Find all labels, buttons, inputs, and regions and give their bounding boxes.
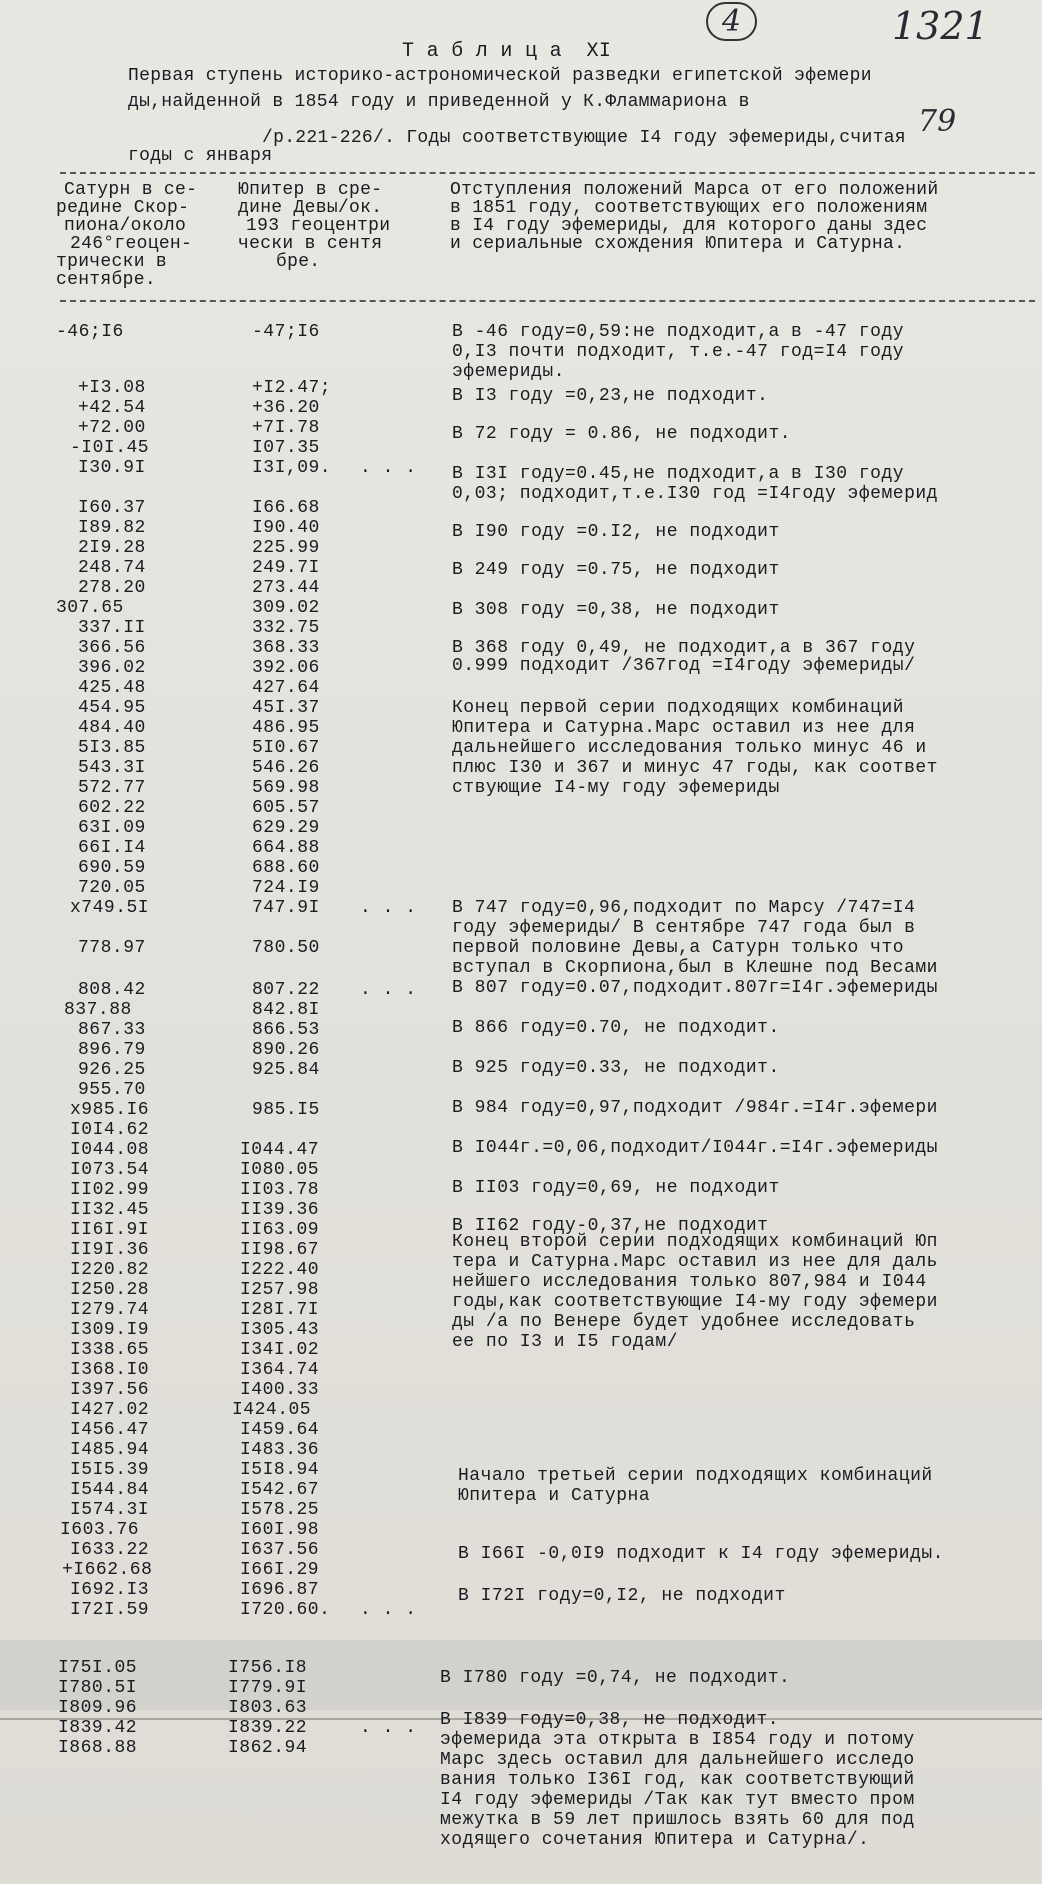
jupiter-value: I756.I8	[228, 1658, 308, 1678]
jupiter-value: 427.64	[252, 678, 320, 698]
jupiter-value: I720.60.	[240, 1600, 331, 1620]
archive-number: 1321	[892, 4, 989, 48]
saturn-value: 955.70	[78, 1080, 146, 1100]
saturn-value: 337.II	[78, 618, 146, 638]
note-72: В 72 году = 0.86, не подходит.	[452, 424, 792, 444]
jupiter-value: 807.22	[252, 980, 320, 1000]
saturn-value: II02.99	[70, 1180, 150, 1200]
saturn-value: I868.88	[58, 1738, 138, 1758]
subtitle-line-2: ды,найденной в 1854 году и приведенной у К.Фламмариона в	[128, 92, 750, 112]
note-1661: В I66I -0,0I9 подходит к I4 году эфемериды.	[458, 1544, 944, 1564]
jupiter-value: 842.8I	[252, 1000, 320, 1020]
saturn-value: I044.08	[70, 1140, 150, 1160]
saturn-value: I89.82	[78, 518, 146, 538]
leader-dots: . . .	[360, 1718, 417, 1738]
saturn-value: +I3.08	[78, 378, 146, 398]
saturn-value: I60.37	[78, 498, 146, 518]
saturn-value: I72I.59	[70, 1600, 150, 1620]
leader-dots: . . .	[360, 980, 417, 1000]
jupiter-value: 569.98	[252, 778, 320, 798]
jupiter-value: 225.99	[252, 538, 320, 558]
saturn-value: 484.40	[78, 718, 146, 738]
saturn-value: 5I3.85	[78, 738, 146, 758]
jupiter-value: +I2.47;	[252, 378, 332, 398]
circled-mark: 4	[706, 2, 757, 41]
folio-number: 79	[918, 104, 957, 139]
leader-dots: . . .	[360, 898, 417, 918]
jupiter-value: I90.40	[252, 518, 320, 538]
jupiter-value: I080.05	[240, 1160, 320, 1180]
jupiter-value: 392.06	[252, 658, 320, 678]
saturn-value: I839.42	[58, 1718, 138, 1738]
document-page: 4 1321 79 Т а б л и ц а XI Первая ступень историко-астрономической разведки египетской эфемери ды,найденной в 1854 году и приведенной у К.Фламмариона в /р.221-226/. Годы соответствующие I4 году эфемериды,считая годы с января Сатурн в се- редине Скор- пиона/около 246°геоцен- трически в сентябре. Юпитер в сре- дине Девы/ок. 193 геоцентри чески в сентя бре. Отступления положений Марса от его положений в 1851 году, соответствующих его положениям в I4 году эфемериды, для которого даны здес и сериальные схождения Юпитера и Сатурна. -46;I6 +I3.08 +42.54 +72.00 -I0I.45 I30.9I I60.37 I89.82 2I9.28 248.74 278.20 307.65 337.II 366.56 396.02 425.48 454.95 484.40 5I3.85 543.3I 572.77 602.22 63I.09 66I.I4 690.59 720.05 x749.5I 778.97 808.42 837.88 867.33 896.79 926.25 955.70 x985.I6 I0I4.62 I044.08 I073.54 II02.99 II32.45 II6I.9I II9I.36 I220.82 I250.28 I279.74 I309.I9 I338.65 I368.I0 I397.56 I427.02 I456.47 I485.94 I5I5.39 I544.84 I574.3I I603.76 I633.22 +I662.68 I692.I3 I72I.59 I75I.05 I780.5I I809.96 I839.42 I868.88 -47;I6 +I2.47; +36.20 +7I.78 I07.35 I3I,09. I66.68 I90.40 225.99 249.7I 273.44 309.02 332.75 368.33 392.06 427.64 45I.37 486.95 5I0.67 546.26 569.98 605.57 629.29 664.88 688.60 724.I9 747.9I 780.50 807.22 842.8I 866.53 890.26 925.84 985.I5 I044.47 I080.05 II03.78 II39.36 II63.09 II98.67 I222.40 I257.98 I28I.7I I305.43 I34I.02 I364.74 I400.33 I424.05 I459.64 I483.36 I5I8.94 I542.67 I578.25 I60I.98 I637.56 I66I.29 I696.87 I720.60. I756.I8 I779.9I I803.63 I839.22 I862.94 . . . . . . . . . . . . . . . В -46 году=0,59:не подходит,а в -47 году 0,I3 почти подходит, т.е.-47 год=I4 году эфемериды. В I3 году =0,23,не подходит. В 72 году = 0.86, не подходит. В I3I году=0.45,не подходит,а в I30 году 0,03; подходит,т.е.I30 год =I4году эфемерид В I90 году =0.I2, не подходит В 249 году =0.75, не подходит В 308 году =0,38, не подходит В 368 году 0,49, не подходит,а в 367 году 0.999 подходит /367год =I4году эфемериды/ Конец первой серии подходящих комбинаций Юпитера и Сатурна.Марс оставил из нее для дальнейшего исследования только минус 46 и плюс I30 и 367 и минус 47 годы, как соответ ствующие I4-му году эфемериды В 747 году=0,96,подходит по Марсу /747=I4 году эфемериды/ В сентябре 747 года был в первой половине Девы,а Сатурн только что вступал в Скорпиона,был в Клешне под Весами В 807 году=0.07,подходит.807г=I4г.эфемериды В 866 году=0.70, не подходит. В 925 году=0.33, не подходит. В 984 году=0,97,подходит /984г.=I4г.эфемери В I044г.=0,06,подходит/I044г.=I4г.эфемериды В II03 году=0,69, не подходит В II62 году-0,37,не подходит Конец второй серии подходящих комбинаций Юп тера и Сатурна.Марс оставил из нее для даль нейшего исследования только 807,984 и I044 годы,как соответствующие I4-му году эфемери ды /а по Венере будет удобнее исследовать ее по I3 и I5 годам/ Начало третьей серии подходящих комбинаций Юпитера и Сатурна В I66I -0,0I9 подходит к I4 году эфемериды. В I72I году=0,I2, не подходит В I780 году =0,74, не подходит. В I839 году=0,38, не подходит. эфемерида эта открыта в I854 году и потому Марс здесь оставил для дальнейшего исследо вания только I36I год, как соответствующий I4 году эфемериды /Так как тут вместо пром межутка в 59 лет пришлось взять 60 для под ходящего сочетания Юпитера и Сатурна/.	[0, 0, 1042, 1884]
jupiter-value: I222.40	[240, 1260, 320, 1280]
jupiter-value: I862.94	[228, 1738, 308, 1758]
jupiter-value: II03.78	[240, 1180, 320, 1200]
note-1721: В I72I году=0,I2, не подходит	[458, 1586, 786, 1606]
jupiter-value: 985.I5	[252, 1100, 320, 1120]
jupiter-value: I044.47	[240, 1140, 320, 1160]
note-308: В 308 году =0,38, не подходит	[452, 600, 780, 620]
jupiter-value: 546.26	[252, 758, 320, 778]
saturn-value: I220.82	[70, 1260, 150, 1280]
leader-dots: . . .	[360, 1600, 417, 1620]
saturn-value: I338.65	[70, 1340, 150, 1360]
jupiter-value: I305.43	[240, 1320, 320, 1340]
jupiter-value: I542.67	[240, 1480, 320, 1500]
saturn-value: 425.48	[78, 678, 146, 698]
saturn-value: +42.54	[78, 398, 146, 418]
subtitle-line-1: Первая ступень историко-астрономической разведки египетской эфемери	[128, 66, 872, 86]
jupiter-value: I400.33	[240, 1380, 320, 1400]
note-984: В 984 году=0,97,подходит /984г.=I4г.эфемери	[452, 1098, 938, 1118]
saturn-value: 690.59	[78, 858, 146, 878]
jupiter-value: I424.05	[232, 1400, 312, 1420]
saturn-value: I5I5.39	[70, 1460, 150, 1480]
jupiter-value: I803.63	[228, 1698, 308, 1718]
subtitle-line-3: /р.221-226/. Годы соответствующие I4 году эфемериды,считая	[262, 128, 906, 148]
jupiter-value: I839.22	[228, 1718, 308, 1738]
saturn-value: I603.76	[60, 1520, 140, 1540]
jupiter-value: 249.7I	[252, 558, 320, 578]
saturn-value: 543.3I	[78, 758, 146, 778]
saturn-value: I780.5I	[58, 1678, 138, 1698]
jupiter-value: +36.20	[252, 398, 320, 418]
saturn-value: 2I9.28	[78, 538, 146, 558]
subtitle-line-4: годы с января	[128, 146, 273, 166]
saturn-value: 720.05	[78, 878, 146, 898]
saturn-value: I692.I3	[70, 1580, 150, 1600]
note-866: В 866 году=0.70, не подходит.	[452, 1018, 780, 1038]
saturn-value: 837.88	[64, 1000, 132, 1020]
saturn-value: I456.47	[70, 1420, 150, 1440]
saturn-value: I073.54	[70, 1160, 150, 1180]
jupiter-value: I34I.02	[240, 1340, 320, 1360]
saturn-value: II32.45	[70, 1200, 150, 1220]
jupiter-value: 605.57	[252, 798, 320, 818]
note-190: В I90 году =0.I2, не подходит	[452, 522, 780, 542]
saturn-value: 366.56	[78, 638, 146, 658]
jupiter-value: 486.95	[252, 718, 320, 738]
saturn-value: I75I.05	[58, 1658, 138, 1678]
jupiter-value: I3I,09.	[252, 458, 332, 478]
saturn-value: 808.42	[78, 980, 146, 1000]
jupiter-value: -47;I6	[252, 322, 320, 342]
jupiter-value: I5I8.94	[240, 1460, 320, 1480]
saturn-value: I30.9I	[78, 458, 146, 478]
jupiter-value: 866.53	[252, 1020, 320, 1040]
saturn-value: I0I4.62	[70, 1120, 150, 1140]
saturn-value: II6I.9I	[70, 1220, 150, 1240]
jupiter-value: I459.64	[240, 1420, 320, 1440]
note-807: В 807 году=0.07,подходит.807г=I4г.эфемериды	[452, 978, 938, 998]
note-13: В I3 году =0,23,не подходит.	[452, 386, 769, 406]
columns-rule	[60, 300, 1035, 302]
note-925: В 925 году=0.33, не подходит.	[452, 1058, 780, 1078]
saturn-value: I397.56	[70, 1380, 150, 1400]
saturn-value: +I662.68	[62, 1560, 153, 1580]
jupiter-value: I779.9I	[228, 1678, 308, 1698]
saturn-value: I633.22	[70, 1540, 150, 1560]
saturn-value: +72.00	[78, 418, 146, 438]
jupiter-value: I257.98	[240, 1280, 320, 1300]
saturn-value: x985.I6	[70, 1100, 150, 1120]
saturn-value: 454.95	[78, 698, 146, 718]
saturn-value: I485.94	[70, 1440, 150, 1460]
note-1044: В I044г.=0,06,подходит/I044г.=I4г.эфемериды	[452, 1138, 938, 1158]
saturn-value: I250.28	[70, 1280, 150, 1300]
saturn-value: 778.97	[78, 938, 146, 958]
note-249: В 249 году =0.75, не подходит	[452, 560, 780, 580]
jupiter-value: II98.67	[240, 1240, 320, 1260]
jupiter-value: I696.87	[240, 1580, 320, 1600]
jupiter-value: I578.25	[240, 1500, 320, 1520]
saturn-value: 867.33	[78, 1020, 146, 1040]
jupiter-value: +7I.78	[252, 418, 320, 438]
jupiter-value: 368.33	[252, 638, 320, 658]
jupiter-value: 780.50	[252, 938, 320, 958]
saturn-value: I368.I0	[70, 1360, 150, 1380]
saturn-value: I279.74	[70, 1300, 150, 1320]
jupiter-value: 747.9I	[252, 898, 320, 918]
jupiter-value: II39.36	[240, 1200, 320, 1220]
jupiter-value: I07.35	[252, 438, 320, 458]
header-rule	[60, 172, 1035, 174]
saturn-value: 63I.09	[78, 818, 146, 838]
saturn-value: 248.74	[78, 558, 146, 578]
jupiter-value: I66I.29	[240, 1560, 320, 1580]
jupiter-value: I364.74	[240, 1360, 320, 1380]
jupiter-value: 5I0.67	[252, 738, 320, 758]
jupiter-value: 688.60	[252, 858, 320, 878]
jupiter-value: 45I.37	[252, 698, 320, 718]
saturn-value: -46;I6	[56, 322, 124, 342]
jupiter-value: 273.44	[252, 578, 320, 598]
saturn-value: 307.65	[56, 598, 124, 618]
jupiter-value: 724.I9	[252, 878, 320, 898]
jupiter-value: 629.29	[252, 818, 320, 838]
saturn-value: I309.I9	[70, 1320, 150, 1340]
jupiter-value: 332.75	[252, 618, 320, 638]
saturn-value: I809.96	[58, 1698, 138, 1718]
leader-dots: . . .	[360, 458, 417, 478]
saturn-value: I427.02	[70, 1400, 150, 1420]
saturn-value: 896.79	[78, 1040, 146, 1060]
saturn-value: 602.22	[78, 798, 146, 818]
jupiter-value: I66.68	[252, 498, 320, 518]
saturn-value: II9I.36	[70, 1240, 150, 1260]
saturn-value: I574.3I	[70, 1500, 150, 1520]
saturn-value: 396.02	[78, 658, 146, 678]
saturn-value: -I0I.45	[70, 438, 150, 458]
saturn-value: 66I.I4	[78, 838, 146, 858]
page-title: Т а б л и ц а XI	[402, 40, 612, 63]
saturn-value: 278.20	[78, 578, 146, 598]
jupiter-value: I28I.7I	[240, 1300, 320, 1320]
jupiter-value: 664.88	[252, 838, 320, 858]
saturn-value: 926.25	[78, 1060, 146, 1080]
jupiter-value: I60I.98	[240, 1520, 320, 1540]
saturn-value: I544.84	[70, 1480, 150, 1500]
jupiter-value: I483.36	[240, 1440, 320, 1460]
jupiter-value: II63.09	[240, 1220, 320, 1240]
note-1162: В II62 году-0,37,не подходит	[452, 1216, 769, 1236]
saturn-value: x749.5I	[70, 898, 150, 918]
jupiter-value: 890.26	[252, 1040, 320, 1060]
note-1103: В II03 году=0,69, не подходит	[452, 1178, 780, 1198]
note-1780: В I780 году =0,74, не подходит.	[440, 1668, 791, 1688]
jupiter-value: I637.56	[240, 1540, 320, 1560]
jupiter-value: 309.02	[252, 598, 320, 618]
jupiter-value: 925.84	[252, 1060, 320, 1080]
saturn-value: 572.77	[78, 778, 146, 798]
